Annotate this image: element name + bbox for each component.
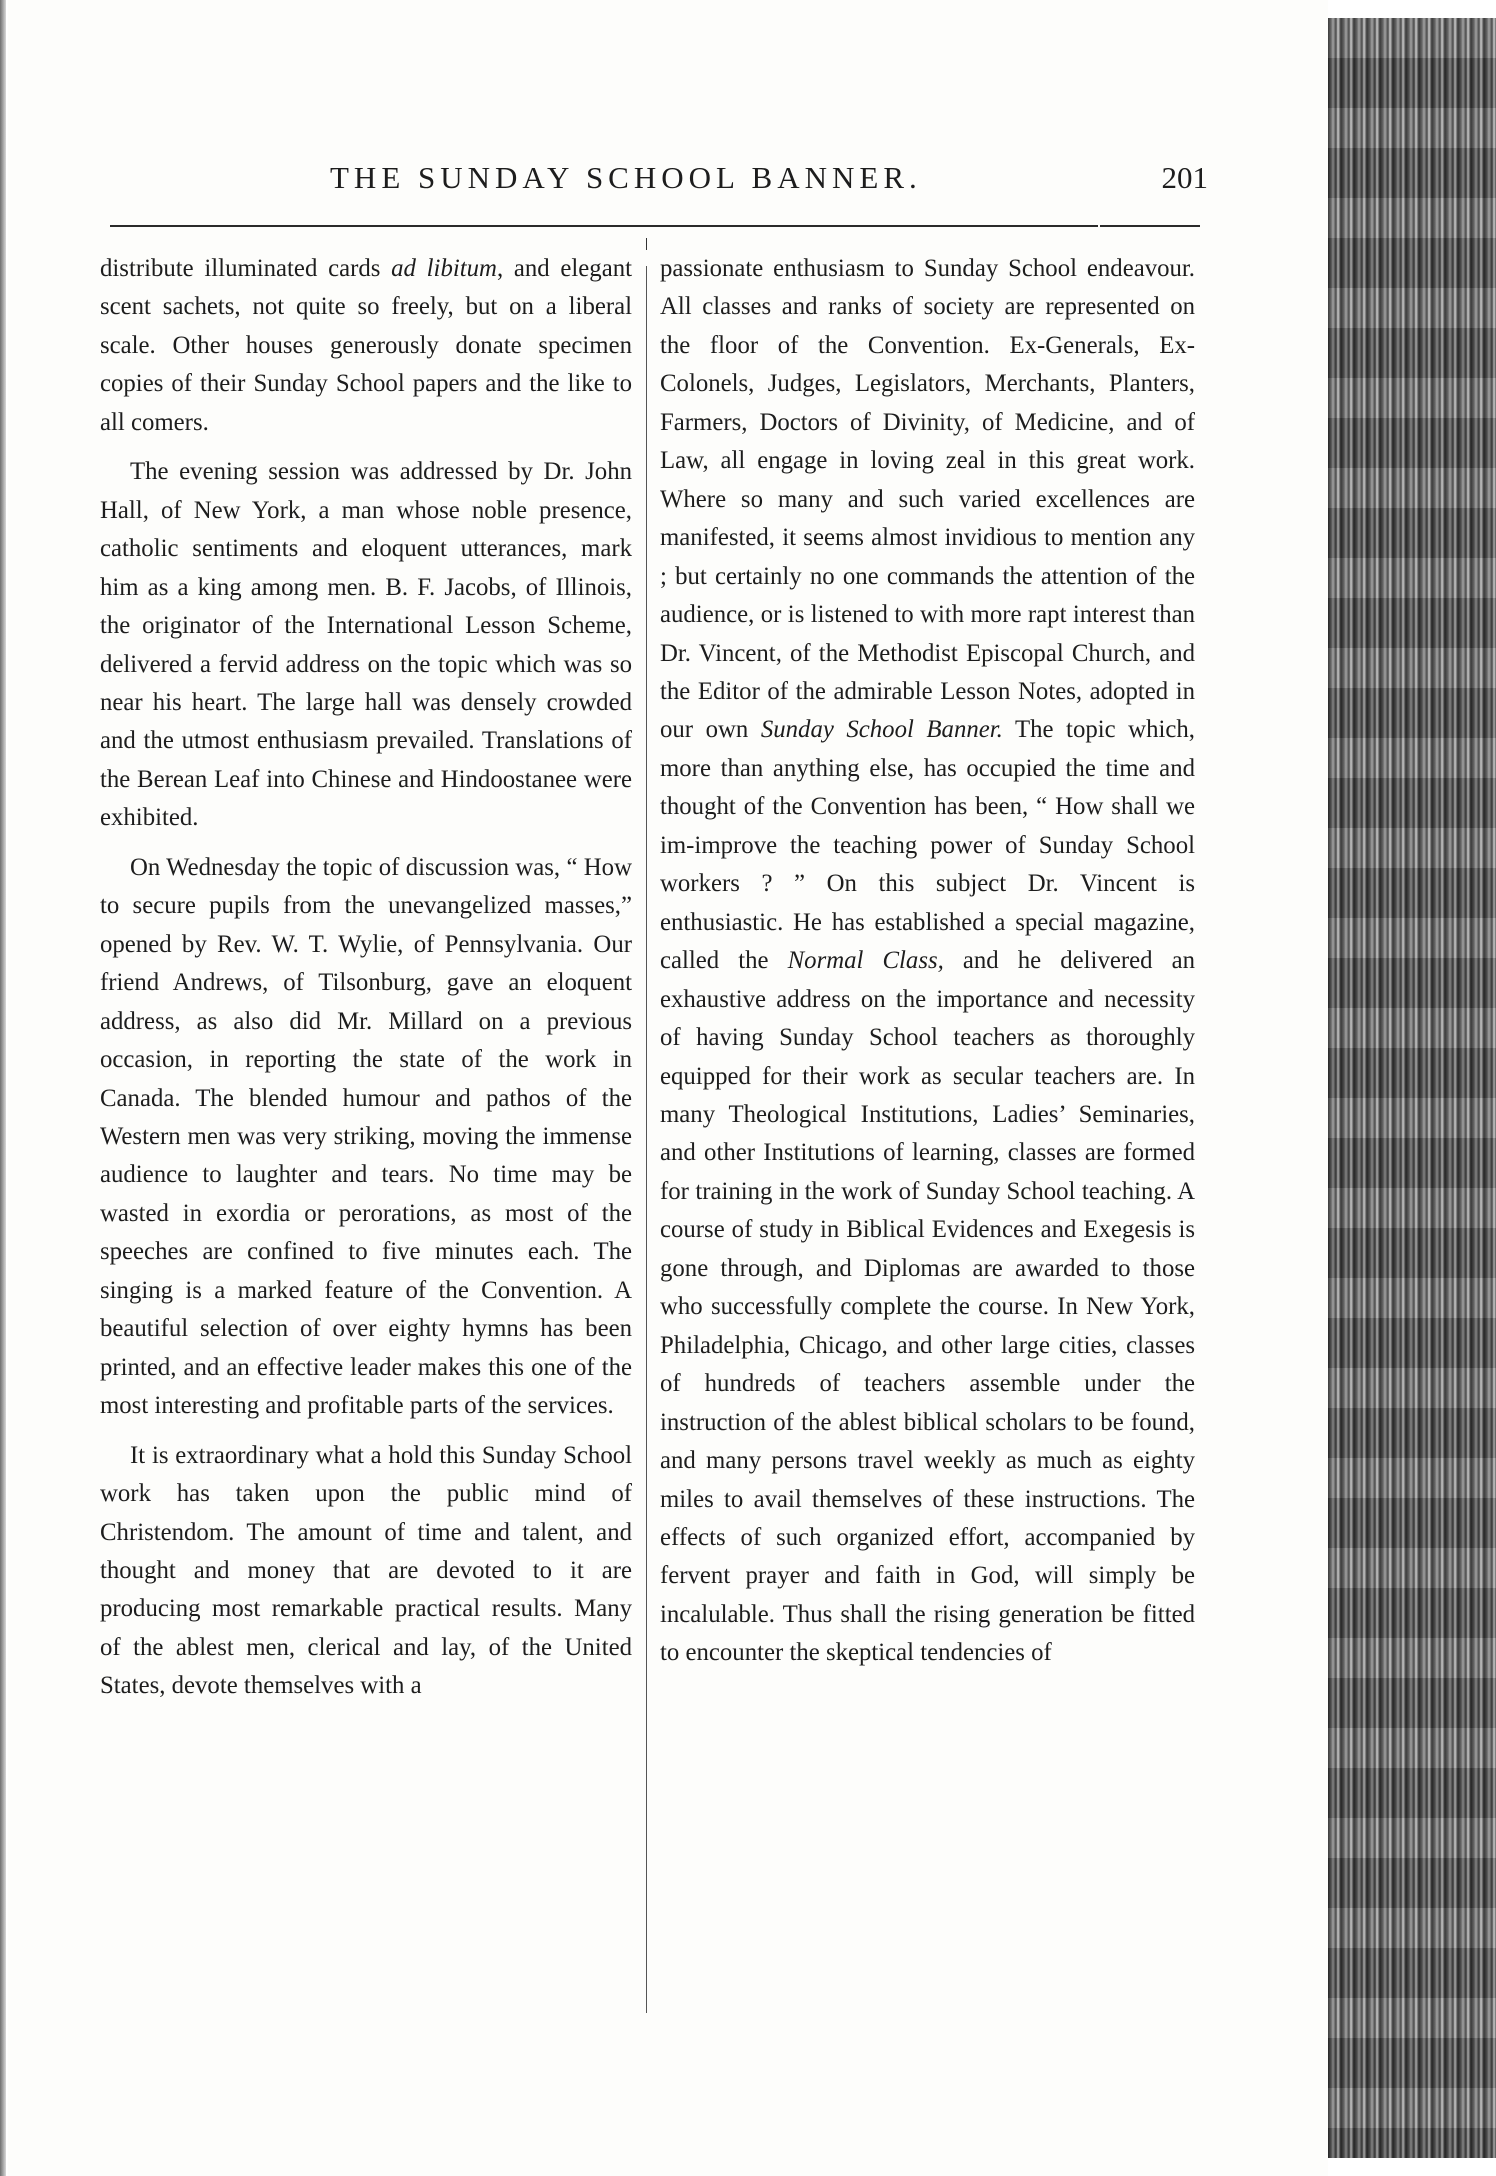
italic-text: Normal Class, bbox=[787, 947, 944, 975]
left-column bbox=[100, 250, 632, 1706]
page-header bbox=[108, 160, 1208, 210]
italic-text: ad libitum bbox=[391, 255, 497, 282]
binding-edge bbox=[0, 0, 6, 2176]
text-run: passionate enthusiasm to Sunday School endeavour. All classes and ranks of society are represented on the floor of the Convention. Ex-Generals, Ex-Colonels, Judges, Legislators, Merchants, Planters, Farmers, Doctors of Divinity, of Medicine, and of Law, all engage in loving zeal in this great work. Where so many and such varied excellences are manifested, it seems almost invidious to mention any ; but certainly no one commands the attention of the audience, or is listened to with more rapt interest than Dr. Vincent, of the Methodist Episcopal Church, and the Editor of the admirable Lesson Notes, adopted in our own bbox=[660, 255, 1195, 744]
paragraph: The evening session was addressed by Dr. John Hall, of New York, a man whose noble presence, catholic sentiments and eloquent utterances, mark him as a king among men. B. F. Jacobs, of Illinois, the originator of the International Lesson Scheme, delivered a fervid address on the topic which was so near his heart. The large hall was densely crowded and the utmost enthusiasm prevailed. Translations of the Berean Leaf into Chinese and Hindoostanee were exhibited. bbox=[100, 458, 632, 832]
column-divider bbox=[646, 238, 647, 2013]
paragraph bbox=[100, 250, 632, 442]
page-fore-edge bbox=[1328, 18, 1496, 2158]
running-title: THE SUNDAY SCHOOL BANNER. bbox=[330, 160, 922, 195]
paragraph: On Wednesday the topic of discussion was, “ How to secure pupils from the unevangelized masses,” opened by Rev. W. T. Wylie, of Pennsylvania. Our friend Andrews, of Tilsonburg, gave an eloquent address, as also did Mr. Millard on a previous occasion, in reporting the state of the work in Canada. The blended humour and pathos of the Western men was very striking, moving the immense audience to laughter and tears. No time may be wasted in exordia or perorations, as most of the speeches are confined to five minutes each. The singing is a marked feature of the Convention. A beautiful selection of over eighty hymns has been printed, and an effective leader makes this one of the most interesting and profitable parts of the services. bbox=[100, 853, 632, 1420]
text-run: The topic which, more than anything else, has occupied the time and thought of the Convention has been, “ How shall we im-improve the teaching power of Sunday School workers ? ” On this subject Dr. Vincent is enthusiastic. He has established a special magazine, called the bbox=[660, 716, 1195, 975]
right-column bbox=[660, 250, 1195, 1673]
header-rule bbox=[110, 225, 1098, 227]
text-run: and he delivered an exhaustive address on the importance and necessity of having Sunday School teachers as thoroughly equipped for their work as secular teachers are. In many Theological Institutions, Ladies’ Seminaries, and other Institutions of learning, classes are formed for training in the work of Sunday School teaching. A course of study in Biblical Evidences and Exegesis is gone through, and Diplomas are awarded to those who successfully complete the course. In New York, Philadelphia, Chicago, and other large cities, classes of hundreds of teachers assemble under the instruction of the ablest biblical scholars to be found, and many persons travel weekly as much as eighty miles to avail themselves of these instructions. The effects of such organized effort, accompanied by fervent prayer and faith in God, will simply be incalulable. Thus shall the rising generation be fitted to encounter the skeptical tendencies of bbox=[660, 947, 1195, 1667]
paragraph bbox=[660, 250, 1195, 1673]
italic-text: Sunday School Banner. bbox=[760, 716, 1003, 744]
text-run: distribute illuminated cards bbox=[100, 255, 392, 282]
header-rule-short bbox=[1100, 225, 1200, 227]
paragraph: It is extraordinary what a hold this Sunday School work has taken upon the public mind of Christendom. The amount of time and talent, and thought and money that are devoted to it are producing most remarkable practical results. Many of the ablest men, clerical and lay, of the United States, devote themselves with a bbox=[100, 1441, 632, 1700]
text-run: , and elegant scent sachets, not quite so freely, but on a liberal scale. Other houses generously donate specimen copies of their Sunday School papers and the like to all comers. bbox=[100, 255, 632, 436]
page-number: 201 bbox=[1161, 160, 1208, 195]
